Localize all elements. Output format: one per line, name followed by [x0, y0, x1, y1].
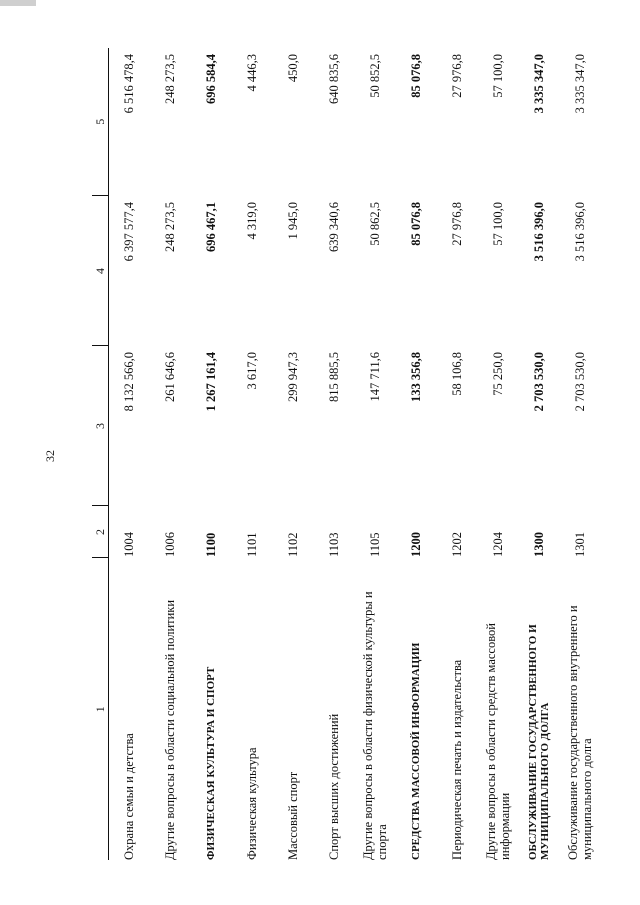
- row-code: 1101: [245, 532, 259, 557]
- row-name: Массовый спорт: [285, 771, 300, 860]
- col-header-value-5: 5: [92, 48, 109, 196]
- table-row: [396, 48, 437, 860]
- row-value-4: 639 340,6: [327, 202, 341, 252]
- table-row: [109, 48, 151, 860]
- table-header-row: [92, 48, 109, 860]
- row-name: Другие вопросы в области средств массовой информации: [484, 623, 512, 860]
- row-code: 1100: [204, 532, 218, 557]
- row-value-3: 3 617,0: [245, 352, 259, 390]
- row-value-4: 248 273,5: [163, 202, 177, 252]
- row-value-4: 57 100,0: [491, 202, 505, 246]
- row-value-5: 27 976,8: [450, 54, 464, 98]
- budget-table: [92, 48, 601, 860]
- row-name: Охрана семьи и детства: [121, 733, 136, 860]
- row-name: СРЕДСТВА МАССОВОЙ ИНФОРМАЦИИ: [409, 642, 422, 860]
- row-value-5: 50 852,5: [368, 54, 382, 98]
- row-value-4: 1 945,0: [286, 202, 300, 240]
- row-value-5: 85 076,8: [409, 54, 423, 98]
- row-name: ОБСЛУЖИВАНИЕ ГОСУДАРСТВЕННОГО И МУНИЦИПАЛЬНОГО ДОЛГА: [526, 624, 551, 860]
- table-row: [191, 48, 232, 860]
- col-header-value-4: 4: [92, 196, 109, 346]
- row-code: 1105: [368, 532, 382, 557]
- row-value-5: 3 335 347,0: [573, 54, 587, 114]
- row-value-5: 6 516 478,4: [122, 54, 136, 114]
- row-code: 1204: [491, 532, 505, 557]
- row-value-4: 27 976,8: [450, 202, 464, 246]
- row-value-4: 85 076,8: [409, 202, 423, 246]
- rotated-table-container: [92, 48, 614, 860]
- row-code: 1103: [327, 532, 341, 557]
- row-code: 1006: [163, 532, 177, 557]
- col-header-name: 1: [92, 558, 109, 860]
- table-row: [519, 48, 560, 860]
- row-value-4: 50 862,5: [368, 202, 382, 246]
- table-body: [109, 48, 602, 860]
- row-value-3: 75 250,0: [491, 352, 505, 396]
- row-code: 1300: [532, 532, 546, 557]
- row-value-4: 4 319,0: [245, 202, 259, 240]
- row-value-5: 696 584,4: [204, 54, 218, 104]
- row-name: Спорт высших достижений: [326, 713, 341, 860]
- row-name: Другие вопросы в области социальной политики: [162, 599, 177, 860]
- row-value-5: 248 273,5: [163, 54, 177, 104]
- row-value-4: 6 397 577,4: [122, 202, 136, 262]
- row-name: Физическая культура: [244, 747, 259, 860]
- row-value-3: 815 885,5: [327, 352, 341, 402]
- row-value-4: 3 516 396,0: [573, 202, 587, 262]
- page-number: 32: [43, 450, 57, 462]
- row-value-3: 2 703 530,0: [532, 352, 546, 412]
- row-code: 1301: [573, 532, 587, 557]
- row-value-5: 4 446,3: [245, 54, 259, 92]
- row-name: Другие вопросы в области физической культуры и спорта: [361, 591, 389, 860]
- table-row: [314, 48, 355, 860]
- row-value-3: 133 356,8: [409, 352, 423, 402]
- row-value-3: 1 267 161,4: [204, 352, 218, 412]
- row-value-3: 58 106,8: [450, 352, 464, 396]
- row-value-3: 299 947,3: [286, 352, 300, 402]
- row-value-3: 261 646,6: [163, 352, 177, 402]
- row-value-5: 450,0: [286, 54, 300, 83]
- table-row: [273, 48, 314, 860]
- row-code: 1202: [450, 532, 464, 557]
- row-code: 1200: [409, 532, 423, 557]
- table-row: [150, 48, 191, 860]
- table-row: [478, 48, 519, 860]
- row-code: 1004: [122, 532, 136, 557]
- row-value-5: 57 100,0: [491, 54, 505, 98]
- table-row: [560, 48, 601, 860]
- col-header-code: 2: [92, 506, 109, 558]
- col-header-value-3: 3: [92, 346, 109, 506]
- row-name: Периодическая печать и издательства: [449, 659, 464, 860]
- table-row: [437, 48, 478, 860]
- row-value-5: 640 835,6: [327, 54, 341, 104]
- row-value-4: 3 516 396,0: [532, 202, 546, 262]
- row-name: Обслуживание государственного внутреннего и муниципального долга: [566, 605, 594, 860]
- row-value-3: 147 711,6: [368, 352, 382, 402]
- row-code: 1102: [286, 532, 300, 557]
- row-value-4: 696 467,1: [204, 202, 218, 252]
- table-row: [232, 48, 273, 860]
- scan-corner-mark: [0, 0, 36, 6]
- row-name: ФИЗИЧЕСКАЯ КУЛЬТУРА И СПОРТ: [204, 666, 217, 860]
- row-value-3: 8 132 566,0: [122, 352, 136, 412]
- table-row: [355, 48, 396, 860]
- row-value-5: 3 335 347,0: [532, 54, 546, 114]
- row-value-3: 2 703 530,0: [573, 352, 587, 412]
